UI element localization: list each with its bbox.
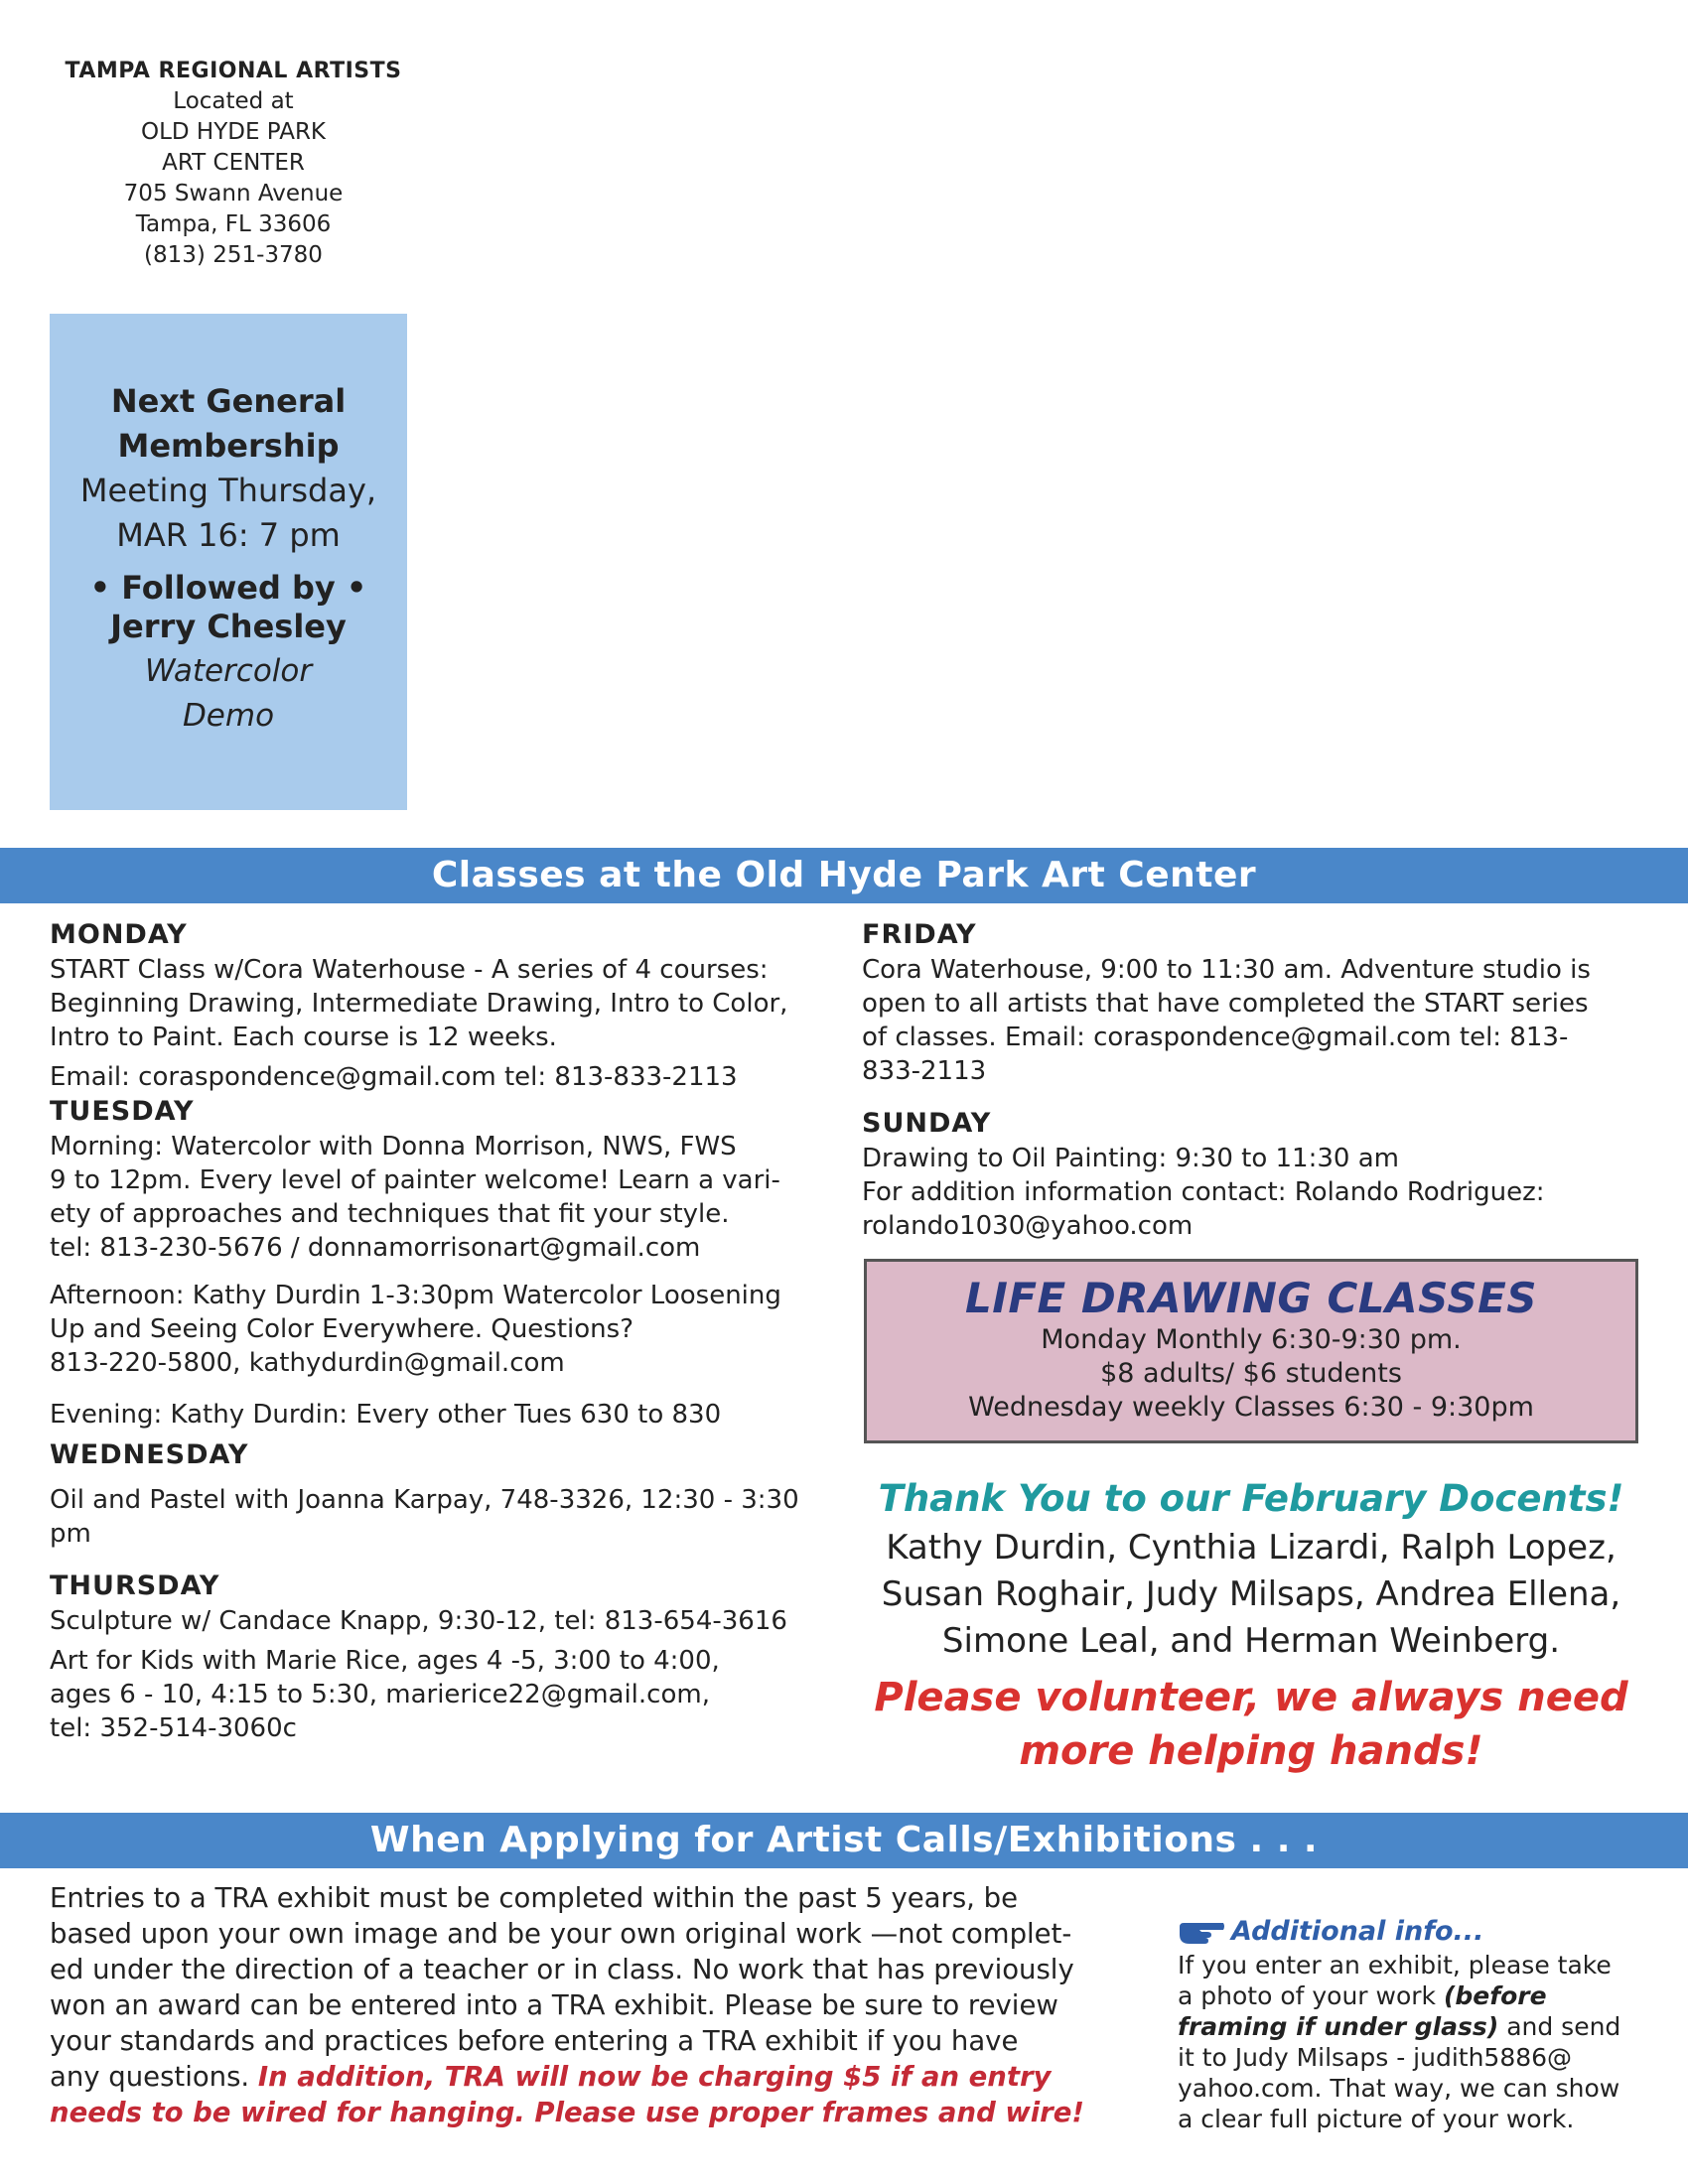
class-line: Cora Waterhouse, 9:00 to 11:30 am. Adventure studio is bbox=[862, 955, 1591, 985]
class-line: Sculpture w/ Candace Knapp, 9:30-12, tel: 813-654-3616 bbox=[50, 1606, 787, 1636]
address-line: ART CENTER bbox=[162, 150, 305, 176]
rules-text: any questions. bbox=[50, 2061, 258, 2093]
meeting-title-line: Next General bbox=[110, 382, 347, 420]
info-line: yahoo.com. That way, we can show bbox=[1178, 2074, 1620, 2103]
org-name: TAMPA REGIONAL ARTISTS bbox=[65, 59, 402, 83]
address-line: 705 Swann Avenue bbox=[123, 181, 344, 206]
class-line: of classes. Email: coraspondence@gmail.com tel: 813- bbox=[862, 1023, 1569, 1052]
classes-heading: Classes at the Old Hyde Park Art Center bbox=[0, 848, 1688, 903]
meeting-date-line: Meeting Thursday, bbox=[79, 472, 377, 509]
volunteer-line: Please volunteer, we always need bbox=[874, 1675, 1628, 1720]
class-line: Morning: Watercolor with Donna Morrison, NWS, FWS bbox=[50, 1132, 737, 1161]
day-heading-monday: MONDAY bbox=[50, 919, 188, 950]
docents-thank-you bbox=[854, 1473, 1648, 1778]
demo-line: Demo bbox=[182, 698, 275, 734]
rules-line: won an award can be entered into a TRA exhibit. Please be sure to review bbox=[50, 1989, 1058, 2021]
info-text: a photo of your work bbox=[1178, 1981, 1444, 2010]
info-emphasis: framing if under glass) bbox=[1178, 2012, 1499, 2041]
class-line: Evening: Kathy Durdin: Every other Tues 630 to 830 bbox=[50, 1400, 722, 1430]
life-drawing-line: Monday Monthly 6:30-9:30 pm. bbox=[1041, 1324, 1462, 1355]
info-line bbox=[1178, 2011, 1624, 2042]
contact-line: tel: 813-230-5676 / donnamorrisonart@gmail.com bbox=[50, 1233, 701, 1263]
contact-line: rolando1030@yahoo.com bbox=[862, 1211, 1194, 1241]
classes-right-column bbox=[862, 917, 1646, 1243]
class-line: Beginning Drawing, Intermediate Drawing, Intro to Color, bbox=[50, 989, 788, 1019]
rules-line: based upon your own image and be your own original work —not complet- bbox=[50, 1918, 1072, 1950]
address-line: Tampa, FL 33606 bbox=[135, 211, 332, 237]
day-heading-sunday: SUNDAY bbox=[862, 1108, 992, 1139]
class-line: Drawing to Oil Painting: 9:30 to 11:30 am bbox=[862, 1144, 1399, 1173]
docent-names-line: Susan Roghair, Judy Milsaps, Andrea Ellena, bbox=[881, 1574, 1621, 1614]
exhibitions-heading: When Applying for Artist Calls/Exhibitions . . . bbox=[0, 1813, 1688, 1868]
day-heading-tuesday: TUESDAY bbox=[50, 1096, 195, 1127]
followed-by: • Followed by • bbox=[89, 569, 367, 607]
class-line: 833-2113 bbox=[862, 1056, 987, 1086]
class-line: 9 to 12pm. Every level of painter welcome! Learn a vari- bbox=[50, 1165, 780, 1195]
info-emphasis: (before bbox=[1443, 1981, 1547, 2010]
class-line: Intro to Paint. Each course is 12 weeks. bbox=[50, 1023, 557, 1052]
day-heading-friday: FRIDAY bbox=[862, 919, 977, 950]
volunteer-callout bbox=[854, 1671, 1648, 1778]
address-line: OLD HYDE PARK bbox=[140, 119, 327, 145]
contact-line: tel: 352-514-3060c bbox=[50, 1713, 297, 1743]
class-line: Art for Kids with Marie Rice, ages 4 -5, 3:00 to 4:00, bbox=[50, 1646, 720, 1676]
meeting-title-line: Membership bbox=[117, 427, 340, 465]
day-heading-wednesday: WEDNESDAY bbox=[50, 1439, 249, 1470]
wiring-fee-notice: needs to be wired for hanging. Please use proper frames and wire! bbox=[50, 2097, 1084, 2128]
docent-names-line: Simone Leal, and Herman Weinberg. bbox=[941, 1621, 1561, 1661]
wiring-fee-notice: In addition, TRA will now be charging $5 if an entry bbox=[257, 2061, 1052, 2093]
docents-title: Thank You to our February Docents! bbox=[878, 1477, 1624, 1520]
class-line: Afternoon: Kathy Durdin 1-3:30pm Watercolor Loosening bbox=[50, 1281, 781, 1310]
rules-line: ed under the direction of a teacher or in class. No work that has previously bbox=[50, 1954, 1074, 1985]
class-line: START Class w/Cora Waterhouse - A series of 4 courses: bbox=[50, 955, 769, 985]
day-heading-thursday: THURSDAY bbox=[50, 1570, 220, 1601]
class-line: Oil and Pastel with Joanna Karpay, 748-3326, 12:30 - 3:30 pm bbox=[50, 1485, 799, 1549]
class-line: ages 6 - 10, 4:15 to 5:30, marierice22@gmail.com, bbox=[50, 1680, 710, 1709]
class-line: For addition information contact: Rolando Rodriguez: bbox=[862, 1177, 1545, 1207]
life-drawing-box bbox=[864, 1259, 1638, 1443]
rules-line: Entries to a TRA exhibit must be completed within the past 5 years, be bbox=[50, 1882, 1019, 1914]
speaker-name: Jerry Chesley bbox=[110, 608, 347, 645]
address-line: Located at bbox=[173, 88, 294, 114]
rules-line bbox=[50, 2059, 1122, 2095]
contact-line: Email: coraspondence@gmail.com tel: 813-833-2113 bbox=[50, 1062, 738, 1092]
additional-info-heading bbox=[1178, 1914, 1624, 1950]
info-text: and send bbox=[1498, 2012, 1621, 2041]
class-line: open to all artists that have completed the START series bbox=[862, 989, 1589, 1019]
rules-line: your standards and practices before entering a TRA exhibit if you have bbox=[50, 2025, 1019, 2057]
volunteer-line: more helping hands! bbox=[1019, 1728, 1483, 1774]
org-address-block bbox=[30, 56, 437, 271]
class-line: Up and Seeing Color Everywhere. Questions? bbox=[50, 1314, 633, 1344]
meeting-announcement-box bbox=[50, 314, 407, 810]
demo-line: Watercolor bbox=[144, 653, 313, 689]
pointing-hand-icon bbox=[1178, 1919, 1225, 1945]
docent-names-line: Kathy Durdin, Cynthia Lizardi, Ralph Lopez, bbox=[886, 1528, 1617, 1568]
additional-info-box bbox=[1178, 1914, 1624, 2134]
exhibit-rules-text bbox=[50, 1880, 1122, 2130]
info-line: If you enter an exhibit, please take bbox=[1178, 1951, 1612, 1979]
contact-line: 813-220-5800, kathydurdin@gmail.com bbox=[50, 1348, 565, 1378]
info-line: it to Judy Milsaps - judith5886@ bbox=[1178, 2043, 1573, 2072]
info-line bbox=[1178, 1980, 1624, 2011]
meeting-date-line: MAR 16: 7 pm bbox=[116, 516, 341, 554]
life-drawing-line: $8 adults/ $6 students bbox=[1100, 1358, 1402, 1389]
info-line: a clear full picture of your work. bbox=[1178, 2105, 1575, 2133]
phone-number: (813) 251-3780 bbox=[144, 242, 323, 268]
life-drawing-title: LIFE DRAWING CLASSES bbox=[964, 1274, 1538, 1322]
life-drawing-line: Wednesday weekly Classes 6:30 - 9:30pm bbox=[968, 1392, 1534, 1423]
class-line: ety of approaches and techniques that fit your style. bbox=[50, 1199, 730, 1229]
additional-info-title: Additional info... bbox=[1231, 1916, 1484, 1947]
classes-left-column bbox=[50, 917, 844, 1745]
